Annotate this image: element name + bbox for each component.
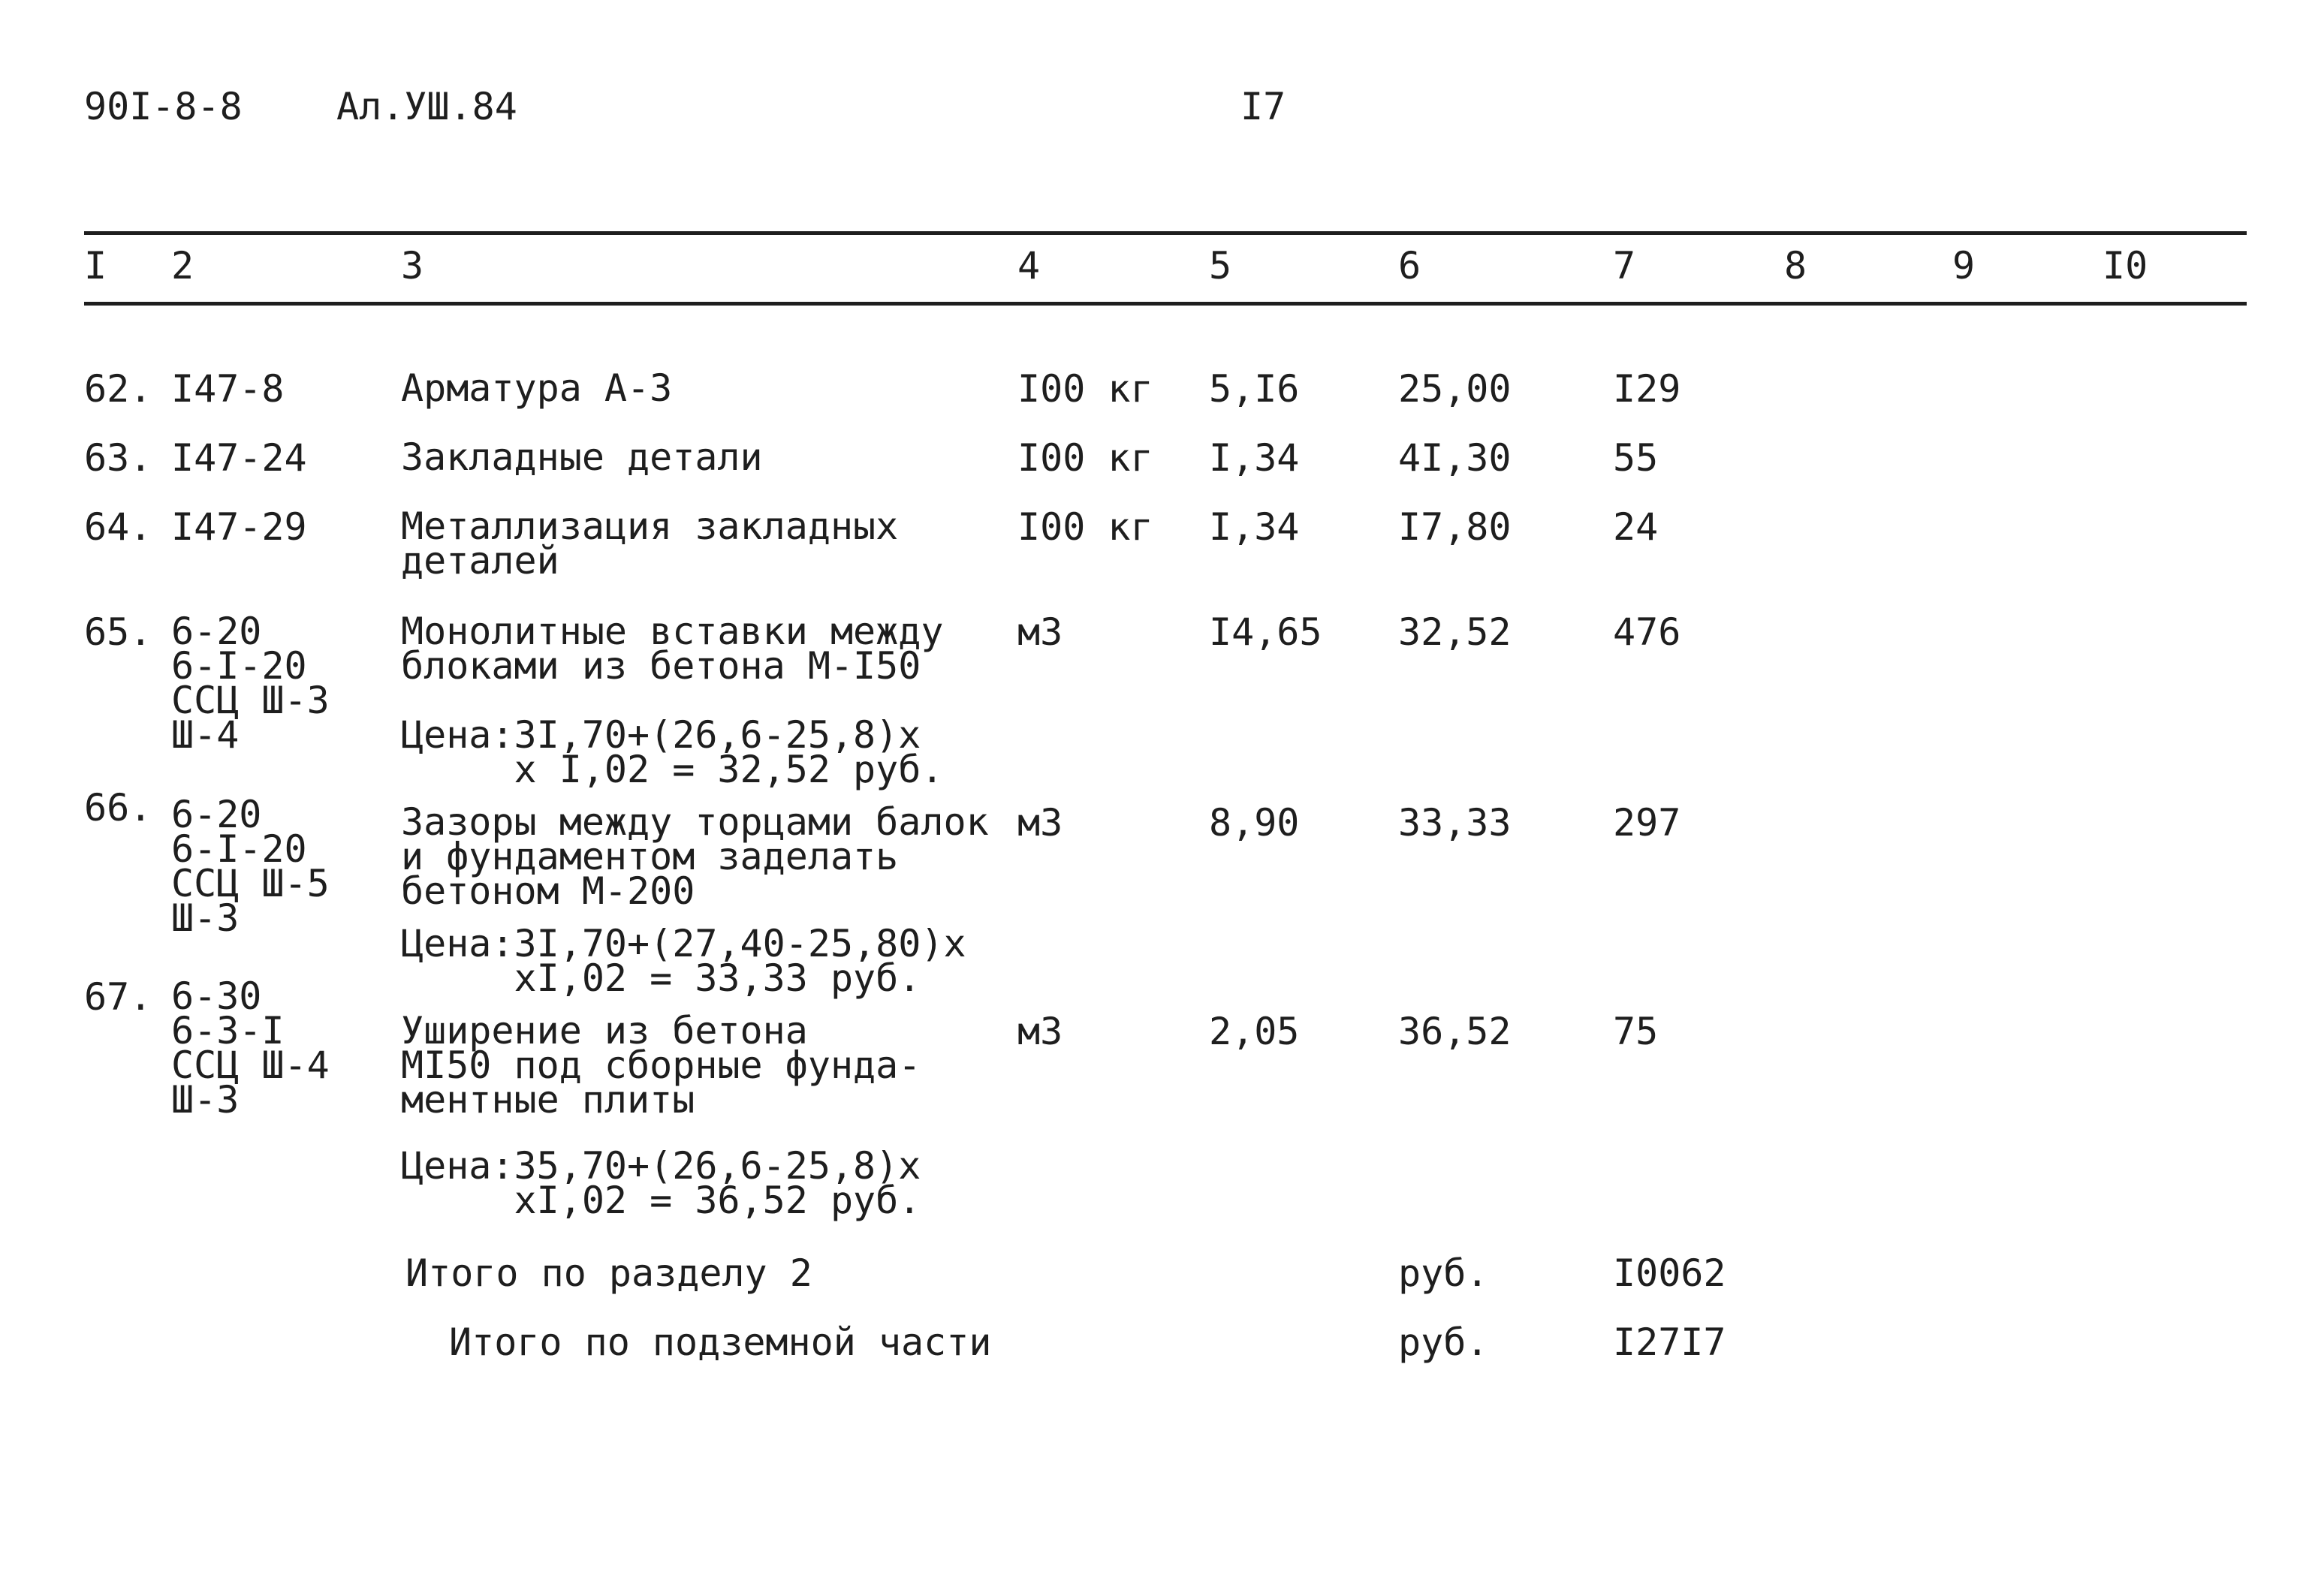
row-64-number: 64. (84, 505, 152, 549)
row-65-code: 6-20 6-I-20 ССЦ Ш-3 Ш-4 (171, 610, 330, 757)
row-67-number: 67. (84, 975, 152, 1019)
underground-total-label: Итого по подземной части (449, 1320, 992, 1364)
row-66-unit: м3 (1017, 801, 1063, 845)
row-66-price: 33,33 (1398, 801, 1512, 845)
row-65-unit: м3 (1017, 610, 1063, 654)
row-64-name: Металлизация закладных деталей (401, 504, 899, 583)
row-64-price: I7,80 (1398, 505, 1512, 549)
row-66-number: 66. (84, 786, 152, 830)
column-header-1: I (84, 244, 107, 288)
row-66-price-calculation: Цена:3I,70+(27,40-25,80)х хI,02 = 33,33 руб. (401, 922, 966, 1000)
row-67-quantity: 2,05 (1209, 1010, 1300, 1053)
row-65-quantity: I4,65 (1209, 610, 1322, 654)
underground-total-value: I27I7 (1613, 1320, 1726, 1364)
row-62-name: Арматура А-3 (401, 366, 673, 410)
row-62-price: 25,00 (1398, 367, 1512, 411)
row-63-price: 4I,30 (1398, 436, 1512, 480)
row-65-price: 32,52 (1398, 610, 1512, 654)
row-62-unit: I00 кг (1017, 367, 1153, 411)
section-2-total-unit: руб. (1398, 1251, 1489, 1295)
column-header-2: 2 (171, 244, 194, 288)
row-62-code: I47-8 (171, 367, 285, 411)
row-65-cost: 476 (1613, 610, 1681, 654)
section-2-total-label: Итого по разделу 2 (405, 1251, 812, 1295)
table-header-bottom-rule (84, 302, 2247, 306)
row-64-unit: I00 кг (1017, 505, 1153, 549)
row-63-cost: 55 (1613, 436, 1659, 480)
row-63-name: Закладные детали (401, 435, 763, 479)
row-62-cost: I29 (1613, 367, 1681, 411)
album-number: Ал.УШ.84 (336, 85, 517, 128)
row-63-number: 63. (84, 436, 152, 480)
row-67-unit: м3 (1017, 1010, 1063, 1053)
row-67-price-calculation: Цена:35,70+(26,6-25,8)х хI,02 = 36,52 руб. (401, 1144, 921, 1222)
row-66-cost: 297 (1613, 801, 1681, 845)
row-67-price: 36,52 (1398, 1010, 1512, 1053)
row-65-price-calculation: Цена:3I,70+(26,6-25,8)х х I,02 = 32,52 руб. (401, 713, 944, 791)
row-63-unit: I00 кг (1017, 436, 1153, 480)
column-header-5: 5 (1209, 244, 1232, 288)
row-67-name: Уширение из бетона МI50 под сборные фунда- ментные плиты (401, 1009, 921, 1122)
row-66-name: Зазоры между торцами балок и фундаментом заделать бетоном М-200 (401, 800, 989, 913)
row-65-number: 65. (84, 610, 152, 654)
column-header-9: 9 (1952, 244, 1976, 288)
row-62-number: 62. (84, 367, 152, 411)
row-62-quantity: 5,I6 (1209, 367, 1300, 411)
row-67-cost: 75 (1613, 1010, 1659, 1053)
row-64-code: I47-29 (171, 505, 307, 549)
row-63-code: I47-24 (171, 436, 307, 480)
row-66-quantity: 8,90 (1209, 801, 1300, 845)
column-header-4: 4 (1017, 244, 1041, 288)
column-header-10: I0 (2103, 244, 2148, 288)
row-63-quantity: I,34 (1209, 436, 1300, 480)
row-66-code: 6-20 6-I-20 ССЦ Ш-5 Ш-3 (171, 793, 330, 940)
section-2-total-value: I0062 (1613, 1251, 1726, 1295)
row-64-cost: 24 (1613, 505, 1659, 549)
column-header-7: 7 (1613, 244, 1636, 288)
column-header-3: 3 (401, 244, 424, 288)
row-65-name: Монолитные вставки между блоками из бетона М-I50 (401, 610, 944, 688)
underground-total-unit: руб. (1398, 1320, 1489, 1364)
column-header-6: 6 (1398, 244, 1421, 288)
page-number: I7 (1240, 85, 1286, 128)
row-67-code: 6-30 6-3-I ССЦ Ш-4 Ш-3 (171, 974, 330, 1122)
column-header-8: 8 (1784, 244, 1807, 288)
document-code: 90I-8-8 (84, 85, 243, 128)
table-top-rule (84, 231, 2247, 235)
row-64-quantity: I,34 (1209, 505, 1300, 549)
